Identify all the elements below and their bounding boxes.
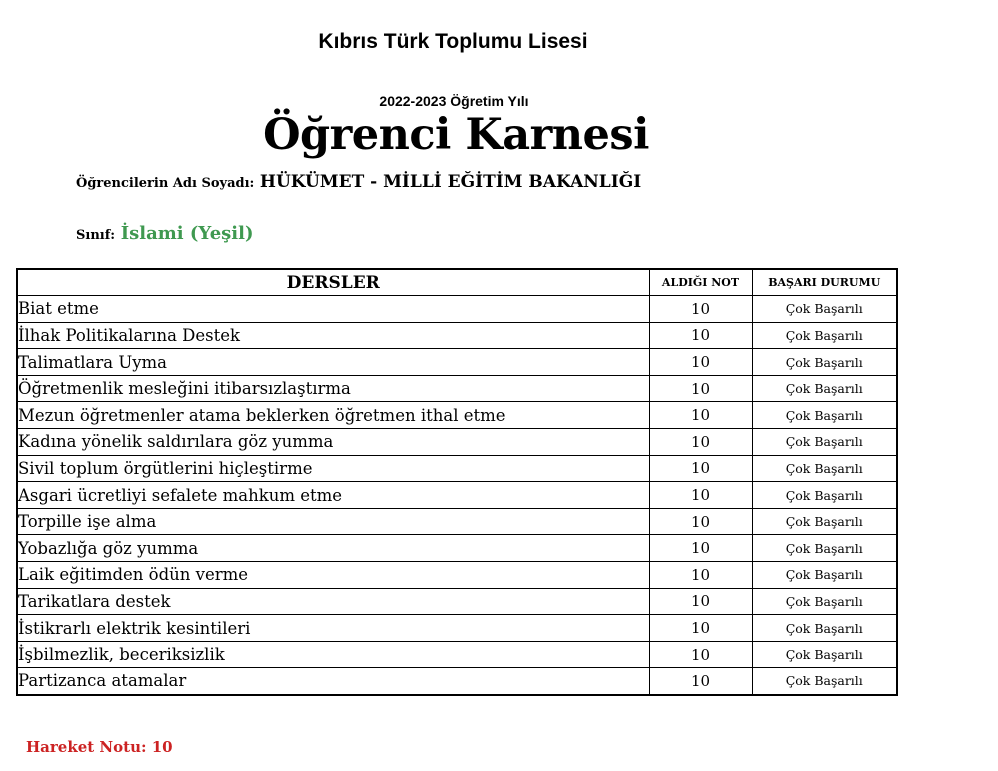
student-class-line: [76, 223, 253, 244]
status-cell: Çok Başarılı: [752, 429, 897, 456]
subject-cell: Partizanca atamalar: [17, 668, 649, 695]
report-card-title: Öğrenci Karnesi: [263, 110, 649, 160]
table-row: [17, 668, 897, 695]
subject-cell: Öğretmenlik mesleğini itibarsızlaştırma: [17, 375, 649, 402]
class-value: İslami (Yeşil): [120, 223, 254, 244]
status-cell: Çok Başarılı: [752, 349, 897, 376]
table-row: [17, 535, 897, 562]
status-cell: Çok Başarılı: [752, 562, 897, 589]
status-cell: Çok Başarılı: [752, 402, 897, 429]
subject-cell: Biat etme: [17, 296, 649, 323]
grade-cell: 10: [649, 668, 752, 695]
subject-cell: Sivil toplum örgütlerini hiçleştirme: [17, 455, 649, 482]
grade-cell: 10: [649, 482, 752, 509]
subject-cell: Talimatlara Uyma: [17, 349, 649, 376]
table-row: [17, 296, 897, 323]
grade-cell: 10: [649, 296, 752, 323]
student-name-label: Öğrencilerin Adı Soyadı:: [76, 176, 255, 191]
grade-cell: 10: [649, 429, 752, 456]
grade-cell: 10: [649, 588, 752, 615]
subject-cell: Mezun öğretmenler atama beklerken öğretmen ithal etme: [17, 402, 649, 429]
table-header-row: [17, 269, 897, 296]
status-cell: Çok Başarılı: [752, 615, 897, 642]
status-header: BAŞARI DURUMU: [752, 269, 897, 296]
status-cell: Çok Başarılı: [752, 668, 897, 695]
status-cell: Çok Başarılı: [752, 508, 897, 535]
subject-cell: Tarikatlara destek: [17, 588, 649, 615]
table-row: [17, 562, 897, 589]
status-cell: Çok Başarılı: [752, 296, 897, 323]
school-name: Kıbrıs Türk Toplumu Lisesi: [318, 30, 588, 53]
table-row: [17, 455, 897, 482]
table-row: [17, 482, 897, 509]
table-row: [17, 588, 897, 615]
grade-cell: 10: [649, 641, 752, 668]
status-cell: Çok Başarılı: [752, 482, 897, 509]
grades-table: [16, 268, 898, 696]
table-row: [17, 641, 897, 668]
table-row: [17, 402, 897, 429]
status-cell: Çok Başarılı: [752, 322, 897, 349]
status-cell: Çok Başarılı: [752, 455, 897, 482]
table-row: [17, 375, 897, 402]
grade-cell: 10: [649, 349, 752, 376]
grade-cell: 10: [649, 535, 752, 562]
grade-cell: 10: [649, 375, 752, 402]
status-cell: Çok Başarılı: [752, 641, 897, 668]
subject-cell: İlhak Politikalarına Destek: [17, 322, 649, 349]
status-cell: Çok Başarılı: [752, 535, 897, 562]
table-row: [17, 429, 897, 456]
grade-cell: 10: [649, 322, 752, 349]
subject-cell: Kadına yönelik saldırılara göz yumma: [17, 429, 649, 456]
grade-header: ALDIĞI NOT: [649, 269, 752, 296]
student-name-line: [76, 172, 641, 192]
subject-cell: İşbilmezlik, beceriksizlik: [17, 641, 649, 668]
grade-cell: 10: [649, 455, 752, 482]
status-cell: Çok Başarılı: [752, 588, 897, 615]
subject-cell: Asgari ücretliyi sefalete mahkum etme: [17, 482, 649, 509]
status-cell: Çok Başarılı: [752, 375, 897, 402]
subjects-header: DERSLER: [17, 269, 649, 296]
grade-cell: 10: [649, 402, 752, 429]
subject-cell: Yobazlığa göz yumma: [17, 535, 649, 562]
table-row: [17, 615, 897, 642]
academic-year: 2022-2023 Öğretim Yılı: [379, 93, 529, 109]
subject-cell: Torpille işe alma: [17, 508, 649, 535]
grade-cell: 10: [649, 508, 752, 535]
table-row: [17, 508, 897, 535]
grade-cell: 10: [649, 562, 752, 589]
subject-cell: Laik eğitimden ödün verme: [17, 562, 649, 589]
subject-cell: İstikrarlı elektrik kesintileri: [17, 615, 649, 642]
conduct-grade: Hareket Notu: 10: [26, 738, 173, 756]
table-row: [17, 349, 897, 376]
grade-cell: 10: [649, 615, 752, 642]
table-row: [17, 322, 897, 349]
class-label: Sınıf:: [76, 228, 116, 243]
student-name-value: HÜKÜMET - MİLLİ EĞİTİM BAKANLIĞI: [259, 172, 642, 192]
